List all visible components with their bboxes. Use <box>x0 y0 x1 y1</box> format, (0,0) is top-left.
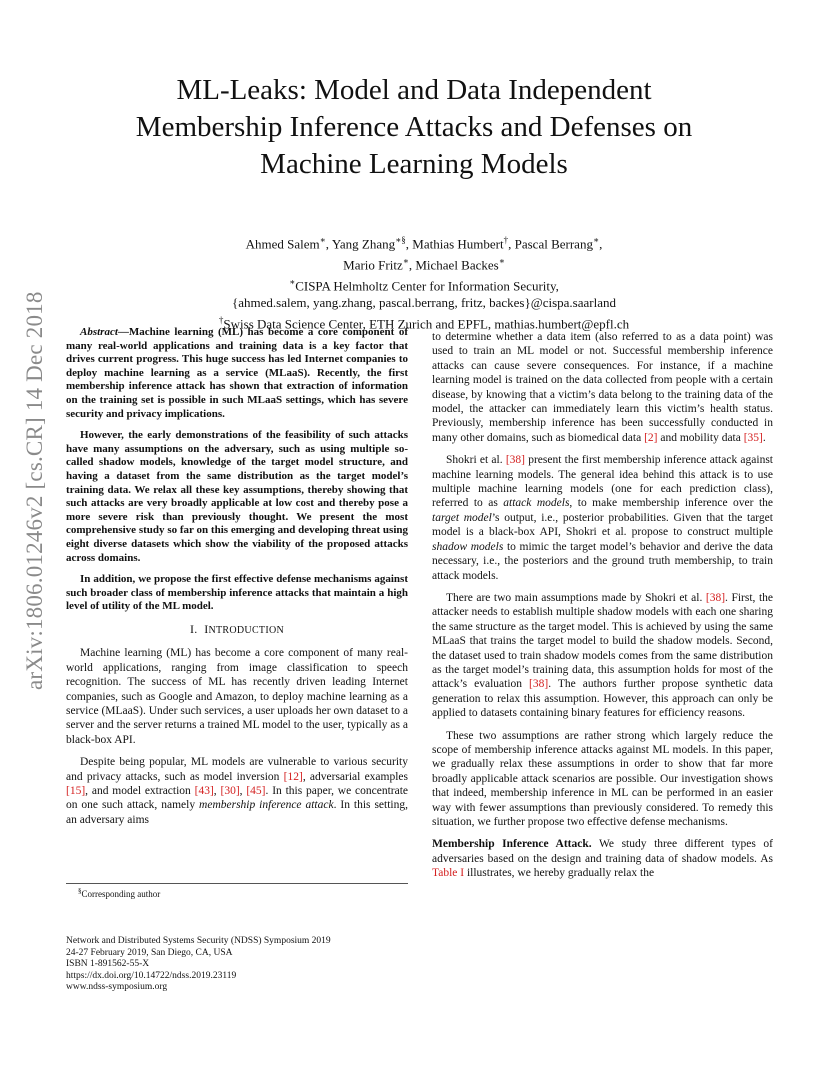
body-paragraph: These two assumptions are rather strong which largely reduce the scope of membership inference attacks against ML models. In this paper, we gradually relax these assumptions in order to show that far more broadly applicable attack scenarios are possible. Our investigation shows that indeed, membership inference in ML can be performed in an easier way with fewer assumptions than previously considered. To remedy this situation, we further propose two effective defense mechanisms. <box>432 729 773 828</box>
text-run: , <box>239 784 247 797</box>
citation-link[interactable]: [38] <box>705 591 726 604</box>
citation-link[interactable]: [2] <box>644 431 658 444</box>
citation-link[interactable]: [15] <box>66 784 86 797</box>
text-run: . First, the attacker needs to establish multiple shadow models with each one sharing the same structure as the target model. This is achieved by using the same MLaaS that trains the target model to build the shadow models. Second, the dataset used to train shadow models comes from the same distribution as the target model’s training data, this assumption holds for most of the attack’s evaluation <box>432 591 774 691</box>
citation-link[interactable]: [43] <box>194 784 214 797</box>
author-name: , Yang Zhang <box>325 236 396 252</box>
emphasis: shadow models <box>432 540 504 553</box>
table-ref-link[interactable]: Table I <box>432 867 465 880</box>
text-run: , to make membership inference over the <box>569 497 773 510</box>
author-emails: {ahmed.salem, yang.zhang, pascal.berrang, fritz, backes}@cispa.saarland <box>232 295 616 311</box>
text-run: . The authors further propose synthetic data generation to relax this assumption. However, this approach can only be applied to datasets containing binary features for efficiency reasons. <box>432 678 773 720</box>
section-title-initial: I <box>204 621 209 636</box>
text-run: . <box>762 431 766 444</box>
body-paragraph <box>66 755 408 827</box>
text-run: Shokri et al. <box>446 454 506 467</box>
affil-mark: ∗ <box>498 255 505 266</box>
author-name: Mario Fritz <box>343 257 403 273</box>
citation-link[interactable]: [35] <box>743 431 763 444</box>
author-line: Ahmed Salem∗, Yang Zhang∗§, Mathias Humbert†, Pascal Berrang∗, <box>245 235 603 252</box>
citation-link[interactable]: [38] <box>529 678 549 691</box>
left-column <box>66 326 408 835</box>
abstract-text: —Machine learning (ML) has become a core component of many real-world applications and training data is a key factor that drives current progress. This huge success has led Internet companies to deploy machine learning as a service (MLaaS). Recently, the first membership inference attack has shown that extraction of information on the training set is possible in such MLaaS settings, which has severe security and privacy implications. <box>66 326 408 420</box>
section-heading <box>66 622 408 638</box>
body-paragraph <box>432 453 773 583</box>
citation-link[interactable]: [12] <box>283 770 303 783</box>
body-paragraph: Machine learning (ML) has become a core component of many real-world applications, ranging from image classification to speech recognition. The success of ML has recently driven leading Internet companies, such as Google and Amazon, to deploy machine learning as a service (MLaaS). Under such services, a user uploads her own dataset to a server and the server returns a trained ML model to the user, typically as a black-box API. <box>66 647 408 746</box>
venue-url[interactable]: www.ndss-symposium.org <box>66 982 168 993</box>
right-column <box>432 330 773 889</box>
body-paragraph <box>432 837 773 880</box>
author-name: , Michael Backes <box>408 257 499 273</box>
emphasis: membership inference attack <box>199 799 334 812</box>
run-in-heading: Membership Inference Attack. <box>432 838 592 851</box>
venue-info <box>66 936 331 994</box>
affiliation-text: CISPA Helmholtz Center for Information Security, <box>295 277 559 293</box>
arxiv-sidebar-id: arXiv:1806.01246v2 [cs.CR] 14 Dec 2018 <box>22 291 47 690</box>
citation-link[interactable]: [38] <box>505 454 525 467</box>
text-run: . In this setting, an adversary aims <box>66 799 408 826</box>
affil-mark: ∗ <box>592 235 600 245</box>
emphasis: target model <box>432 511 492 524</box>
affiliation <box>130 274 718 295</box>
affil-mark: ∗ <box>289 276 296 287</box>
footnote-mark: § <box>78 887 82 895</box>
title-line: ML-Leaks: Model and Data Independent <box>176 74 652 106</box>
affil-mark: ∗ <box>319 235 326 245</box>
author-name: Ahmed Salem <box>245 236 320 252</box>
text-run: , <box>213 784 221 797</box>
paper-title <box>60 72 768 183</box>
venue-line: ISBN 1-891562-55-X <box>66 959 150 970</box>
doi-link[interactable]: https://dx.doi.org/10.14722/ndss.2019.23119 <box>66 970 237 981</box>
venue-line: 24-27 February 2019, San Diego, CA, USA <box>66 947 233 958</box>
emphasis: attack models <box>503 497 570 510</box>
footnote-text: Corresponding author <box>81 889 161 899</box>
text-run: to determine whether a data item (also referred to as a data point) was used to train an ML model or not. Successful membership inference attacks can cause severe consequences. For instance, if a machine learning model is trained on the data collected from people with a certain disease, by knowing that a victim’s data belong to the training data of the model, the attacker can immediately learn this victim’s health status. Previously, membership inference has been successfully conducted in many other domains, such as biomedical data <box>432 331 773 444</box>
author-block <box>130 232 718 333</box>
abstract-paragraph <box>66 326 408 421</box>
section-title-rest: NTRODUCTION <box>208 624 285 636</box>
text-run: Despite being popular, ML models are vulnerable to various security and privacy attacks, such as model inversion <box>66 756 408 783</box>
text-run: , and model extraction <box>85 784 195 797</box>
footnote-divider <box>66 883 408 884</box>
text-run: ’s output, i.e., posterior probabilities. Given that the target model is a black-box API, Shokri et al. propose to construct multiple <box>432 511 773 539</box>
affil-mark: ∗ <box>402 255 409 266</box>
text-run: . In this paper, we concentrate on one such attack, namely <box>66 784 408 812</box>
text-run: and mobility data <box>657 431 744 444</box>
footnote <box>78 887 160 899</box>
affil-mark: † <box>503 235 509 245</box>
author-name: , Mathias Humbert <box>405 236 504 252</box>
citation-link[interactable]: [30] <box>220 784 240 797</box>
title-line: Machine Learning Models <box>260 148 568 180</box>
abstract-paragraph: In addition, we propose the first effective defense mechanisms against such broader class of membership inference attacks that maintain a high level of utility of the ML model. <box>66 573 408 613</box>
author-name: , Pascal Berrang <box>508 236 593 252</box>
text-run: , adversarial examples <box>302 770 408 783</box>
text-run: present the first membership inference attack against machine learning models. The general idea behind this attack is to use multiple machine learning models (one for each prediction class), referred to as <box>432 454 773 510</box>
venue-line: Network and Distributed Systems Security (NDSS) Symposium 2019 <box>66 936 331 946</box>
affil-mark: ∗§ <box>395 235 406 245</box>
affil-mark: † <box>218 314 224 325</box>
text-run: illustrates, we hereby gradually relax the <box>464 867 655 880</box>
abstract-paragraph: However, the early demonstrations of the feasibility of such attacks have many assumptions on the adversary, such as using multiple so-called shadow models, knowledge of the target model structure, and having a dataset from the same distribution as the target model’s training data. We relax all these key assumptions, thereby showing that such attacks are very broadly applicable at low cost and thereby pose a more severe risk than previously thought. We present the most comprehensive study so far on this emerging and developing threat using eight diverse datasets which show the viability of the proposed attacks across domains. <box>66 429 408 564</box>
abstract <box>66 326 408 614</box>
body-paragraph <box>432 591 773 721</box>
text-run: There are two main assumptions made by Shokri et al. <box>446 591 706 604</box>
text-run: to mimic the target model’s behavior and derive the data necessary, i.e., the posteriors and the ground truth membership, to train attack models. <box>432 540 773 582</box>
section-number: I. <box>189 621 198 636</box>
body-paragraph <box>432 330 773 445</box>
author-line <box>130 253 718 274</box>
text-run: We study three different types of adversaries based on the design and training data of shadow models. As <box>432 838 773 865</box>
title-line: Membership Inference Attacks and Defenses on <box>135 111 693 143</box>
affiliation-text: Swiss Data Science Center, ETH Zurich and EPFL, mathias.humbert@epfl.ch <box>223 316 630 332</box>
abstract-label: Abstract <box>80 326 118 338</box>
citation-link[interactable]: [45] <box>246 784 266 797</box>
